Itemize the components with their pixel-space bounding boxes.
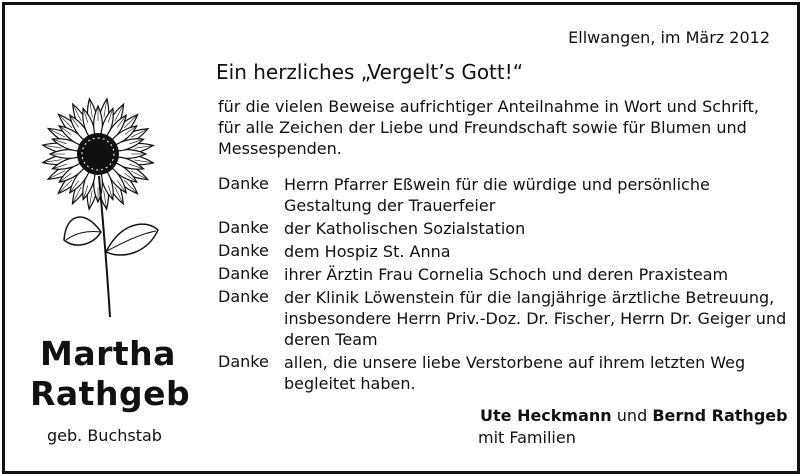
birth-name: geb. Buchstab bbox=[47, 426, 162, 445]
thanks-line: insbesondere Herrn Priv.-Doz. Dr. Fischer, Herrn Dr. Geiger und bbox=[284, 309, 787, 328]
signature-name-1: Ute Heckmann bbox=[480, 406, 612, 425]
thanks-line: ihrer Ärztin Frau Cornelia Schoch und deren Praxisteam bbox=[284, 265, 729, 284]
signature-connector: und bbox=[616, 406, 648, 425]
danke-label: Danke bbox=[218, 352, 269, 371]
thanks-line: begleitet haben. bbox=[284, 374, 416, 393]
signature bbox=[480, 406, 788, 425]
intro-line: für die vielen Beweise aufrichtiger Anteilnahme in Wort und Schrift, bbox=[218, 97, 759, 116]
headline: Ein herzliches „Vergelt’s Gott!“ bbox=[216, 60, 524, 84]
thanks-line: Herrn Pfarrer Eßwein für die würdige und persönliche bbox=[284, 175, 710, 194]
thanks-line: allen, die unsere liebe Verstorbene auf ihrem letzten Weg bbox=[284, 353, 746, 372]
thanks-line: der Klinik Löwenstein für die langjährige ärztliche Betreuung, bbox=[284, 288, 775, 307]
sunflower-icon bbox=[36, 92, 168, 324]
deceased-last-name: Rathgeb bbox=[30, 374, 191, 413]
thanks-line: dem Hospiz St. Anna bbox=[284, 242, 451, 261]
thanks-line: der Katholischen Sozialstation bbox=[284, 219, 526, 238]
place-date: Ellwangen, im März 2012 bbox=[568, 28, 770, 47]
signature-family: mit Familien bbox=[478, 428, 576, 447]
intro-line: Messespenden. bbox=[218, 139, 342, 158]
danke-label: Danke bbox=[218, 174, 269, 193]
intro-line: für alle Zeichen der Liebe und Freundschaft sowie für Blumen und bbox=[218, 118, 747, 137]
danke-label: Danke bbox=[218, 287, 269, 306]
deceased-first-name: Martha bbox=[40, 334, 176, 373]
danke-label: Danke bbox=[218, 264, 269, 283]
danke-label: Danke bbox=[218, 241, 269, 260]
danke-label: Danke bbox=[218, 218, 269, 237]
thanks-line: deren Team bbox=[284, 330, 378, 349]
thanks-line: Gestaltung der Trauerfeier bbox=[284, 196, 496, 215]
signature-name-2: Bernd Rathgeb bbox=[652, 406, 788, 425]
